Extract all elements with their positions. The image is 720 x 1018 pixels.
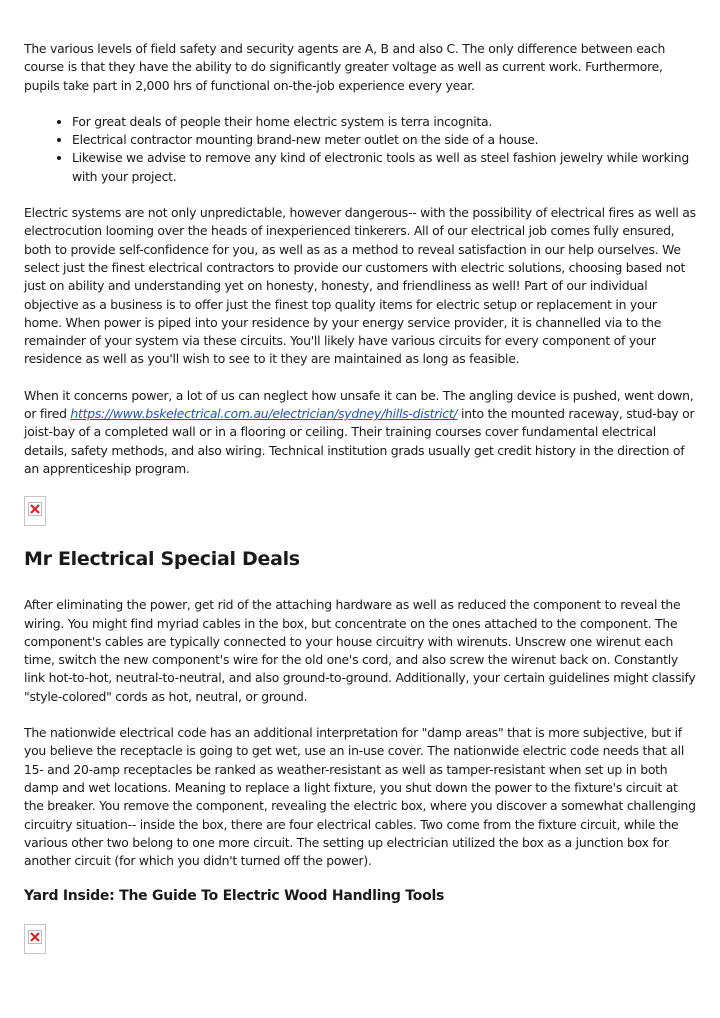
list-item: • Likewise we advise to remove any kind of electronic tools as well as steel fashion jewelry while working with your project.	[72, 149, 696, 186]
paragraph-2: Electric systems are not only unpredictable, however dangerous-- with the possibility of electrical fires as well as electrocution looming over the heads of inexperienced tinkerers. All of our electrical job comes fully ensured, both to provide self-confidence for you, as well as as a method to reveal satisfaction in our help ourselves. We select just the finest electrical contractors to provide our customers with electric solutions, choosing based not just on ability and understanding yet on honesty, honesty, and friendliness as well! Part of our individual objective as a business is to offer just the finest top quality items for electric setup or replacement in your home. When power is piped into your residence by your energy service provider, it is channelled via to the remainder of your system via these circuits. You'll likely have various circuits for every component of your residence as well as you'll wish to see to it they are maintained as long as feasible.	[24, 205, 696, 367]
paragraph-4: After eliminating the power, get rid of the attaching hardware as well as reduced the component to reveal the wiring. You might find myriad cables in the box, but concentrate on the ones attached to the component. The component's cables are typically connected to your house circuitry with wirenuts. Unscrew one wirenut each time, switch the new component's wire for the old one's cord, and also screw the wirenut back on. Constantly link hot-to-hot, neutral-to-neutral, and also ground-to-ground. Additionally, your certain guidelines might classify "style-colored" cords as hot, neutral, or ground.	[24, 597, 696, 704]
broken-image-icon	[24, 924, 46, 954]
paragraph-3-text-before: When it concerns power, a lot of us can neglect how unsafe it can be. The angling device is pushed, went down, or fired	[24, 387, 694, 422]
paragraph-3	[24, 387, 696, 478]
section-heading-special-deals: Mr Electrical Special Deals	[24, 548, 300, 571]
broken-image-icon	[24, 496, 46, 526]
paragraph-5: The nationwide electrical code has an additional interpretation for "damp areas" that is more subjective, but if you believe the receptacle is going to get wet, use an in-use cover. The nationwide electric code needs that all 15- and 20-amp receptacles be ranked as weather-resistant as well as tamper-resistant when set up in both damp and wet locations. Meaning to replace a light fixture, you shut down the power to the fixture's circuit at the breaker. You remove the component, revealing the electric box, where you discover a somewhat challenging circuitry situation-- inside the box, there are four electrical cables. Two come from the fixture circuit, while the various other two belong to one more circuit. The setting up electrician utilized the box as a junction box for another circuit (for which you didn't turned off the power).	[24, 725, 696, 869]
bullet-list	[24, 113, 696, 186]
paragraph-1: The various levels of field safety and security agents are A, B and also C. The only difference between each course is that they have the ability to do significantly greater voltage as well as current work. Furthermore, pupils take part in 2,000 hrs of functional on-the-job experience every year.	[24, 41, 666, 93]
section-heading-yard-inside: Yard Inside: The Guide To Electric Wood Handling Tools	[24, 888, 445, 905]
hills-district-link[interactable]: https://www.bskelectrical.com.au/electrician/sydney/hills-district/	[70, 406, 458, 422]
paragraph-3-text-after: into the mounted raceway, stud-bay or joist-bay of a completed wall or in a flooring or ceiling. Their training courses cover fundamental electrical details, safety methods, and also wiring. Technical institution grads usually get credit history in the direction of an apprenticeship program.	[24, 406, 695, 476]
list-item: • For great deals of people their home electric system is terra incognita.	[72, 113, 696, 131]
list-item: • Electrical contractor mounting brand-new meter outlet on the side of a house.	[72, 131, 696, 149]
